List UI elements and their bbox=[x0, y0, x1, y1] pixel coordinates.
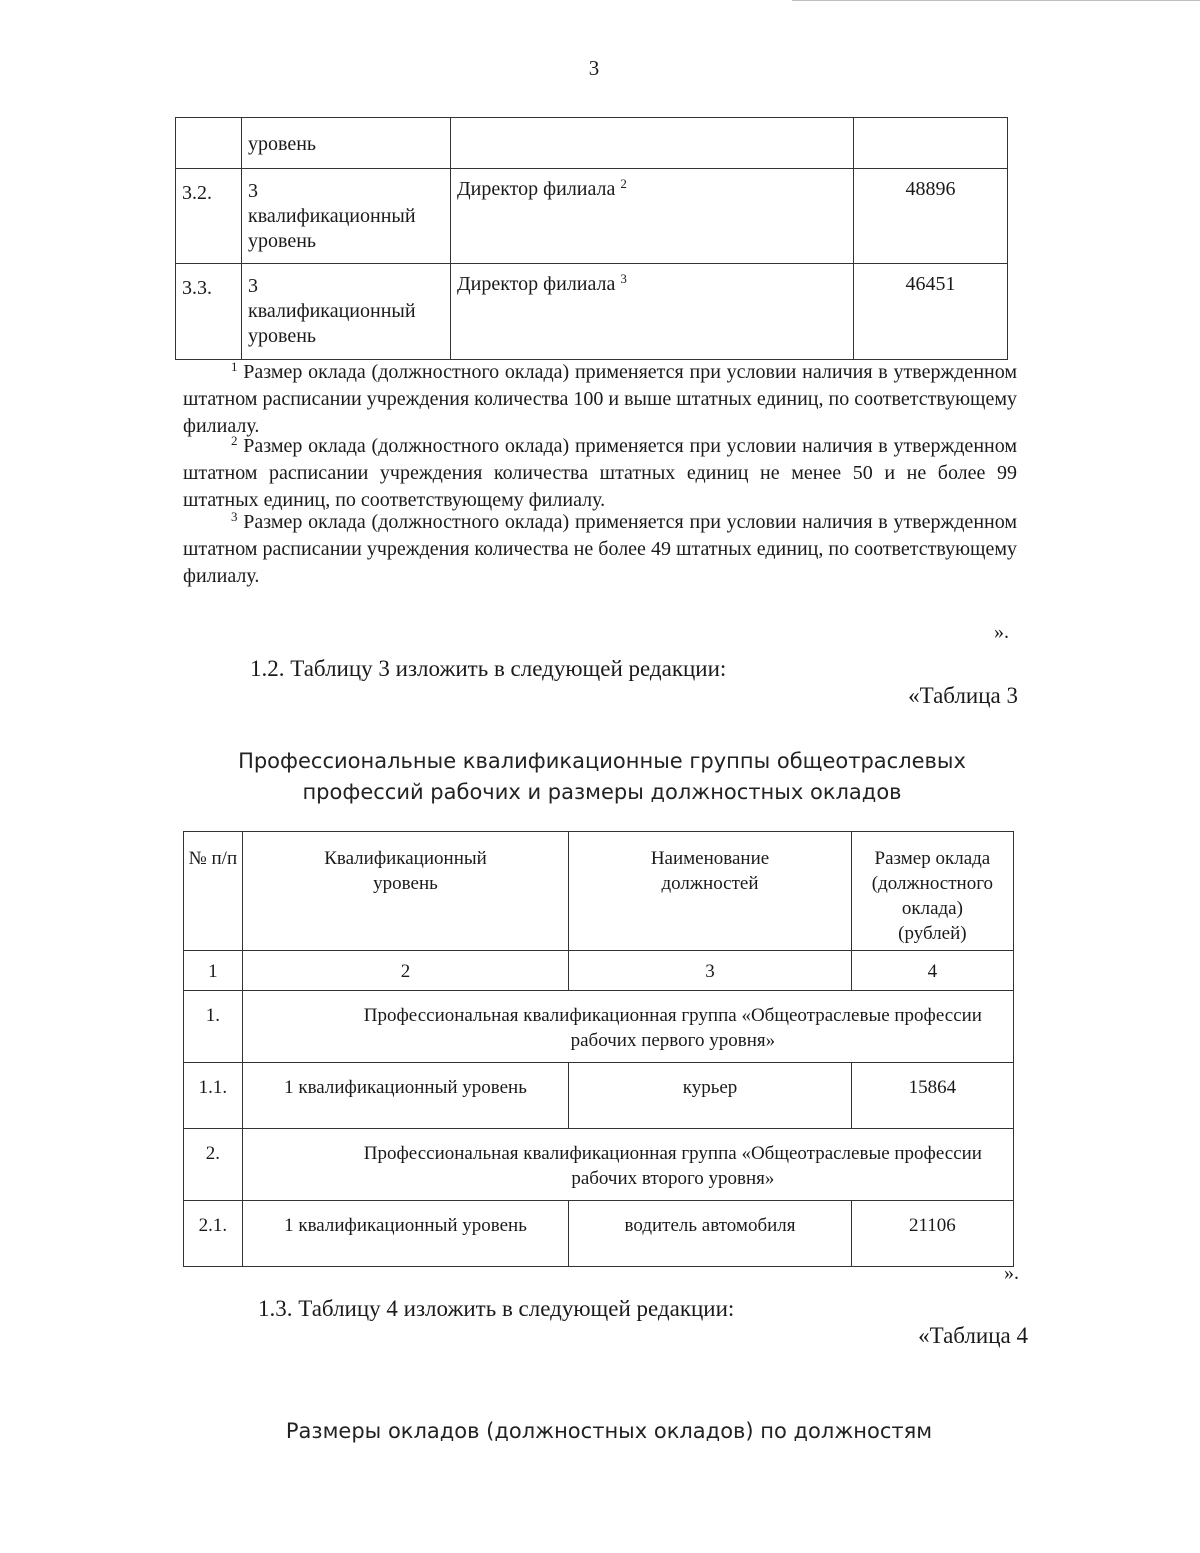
position-name bbox=[451, 169, 854, 264]
column-index-row bbox=[184, 951, 1014, 991]
salary-value: 21106 bbox=[851, 1201, 1013, 1267]
qualification-level bbox=[242, 264, 451, 360]
group-title: Профессиональная квалификационная группа «Общеотраслевые профессии рабочих второго уровня» bbox=[242, 1129, 1013, 1201]
qualification-level: 1 квалификационный уровень bbox=[242, 1201, 569, 1267]
qualification-level bbox=[242, 169, 451, 264]
table-3 bbox=[183, 831, 1014, 1267]
closing-quote: ». bbox=[1004, 1262, 1019, 1284]
level-line: 3 bbox=[248, 275, 258, 297]
footnote-text: Размер оклада (должностного оклада) применяется при условии наличия в утвержденном штатном расписании учреждения количества не более 49 штатных единиц, по соответствующему филиалу. bbox=[183, 511, 1017, 587]
table-4-heading: Размеры окладов (должностных окладов) по должностям bbox=[285, 1419, 933, 1443]
position-text: Директор филиала bbox=[457, 178, 616, 200]
group-row bbox=[184, 1129, 1014, 1201]
position-name bbox=[451, 264, 854, 360]
column-index: 4 bbox=[851, 951, 1013, 991]
group-number: 1. bbox=[184, 991, 243, 1063]
footnote-mark: 2 bbox=[231, 433, 238, 448]
row-number: 2.1. bbox=[184, 1201, 243, 1267]
footnote-mark: 2 bbox=[620, 176, 627, 191]
top-edge-rule bbox=[792, 0, 1200, 1]
level-line: квалификационный bbox=[248, 300, 416, 322]
footnote-mark: 1 bbox=[231, 359, 238, 374]
level-line: уровень bbox=[248, 230, 317, 252]
table-row bbox=[176, 264, 1008, 360]
column-index: 2 bbox=[242, 951, 569, 991]
row-number: 1.1. bbox=[184, 1063, 243, 1129]
footnote-3 bbox=[183, 509, 1017, 590]
footnote-1 bbox=[183, 359, 1017, 440]
salary-value bbox=[854, 118, 1008, 169]
salary-value: 46451 bbox=[854, 264, 1008, 360]
group-number: 2. bbox=[184, 1129, 243, 1201]
table-4-label: «Таблица 4 bbox=[918, 1323, 1028, 1348]
column-header: № п/п bbox=[184, 832, 243, 951]
table-row bbox=[176, 118, 1008, 169]
instruction-1-3: 1.3. Таблицу 4 изложить в следующей редакции: bbox=[258, 1296, 735, 1321]
qualification-level bbox=[242, 118, 451, 169]
row-number: 3.3. bbox=[176, 264, 242, 360]
continuation-table bbox=[175, 117, 1008, 360]
column-header: Квалификационный уровень bbox=[242, 832, 569, 951]
group-row bbox=[184, 991, 1014, 1063]
column-index: 1 bbox=[184, 951, 243, 991]
group-title: Профессиональная квалификационная группа «Общеотраслевые профессии рабочих первого уровня» bbox=[242, 991, 1013, 1063]
table-row bbox=[176, 169, 1008, 264]
footnote-mark: 3 bbox=[231, 509, 238, 524]
qualification-level: 1 квалификационный уровень bbox=[242, 1063, 569, 1129]
level-line: уровень bbox=[248, 133, 317, 155]
position-name: курьер bbox=[569, 1063, 852, 1129]
level-line: 3 bbox=[248, 180, 258, 202]
instruction-1-2: 1.2. Таблицу 3 изложить в следующей редакции: bbox=[250, 656, 727, 681]
table-row bbox=[184, 1063, 1014, 1129]
position-name: водитель автомобиля bbox=[569, 1201, 852, 1267]
table-header-row bbox=[184, 832, 1014, 951]
column-header: Размер оклада (должностного оклада) (рублей) bbox=[851, 832, 1013, 951]
position-name bbox=[451, 118, 854, 169]
column-index: 3 bbox=[569, 951, 852, 991]
closing-quote: ». bbox=[994, 621, 1009, 643]
column-header: Наименование должностей bbox=[569, 832, 852, 951]
level-line: уровень bbox=[248, 325, 317, 347]
table-3-heading bbox=[0, 746, 1200, 808]
footnote-2 bbox=[183, 433, 1017, 514]
heading-line: профессий рабочих и размеры должностных окладов bbox=[302, 780, 902, 804]
table-3-label: «Таблица 3 bbox=[908, 683, 1018, 708]
footnote-text: Размер оклада (должностного оклада) применяется при условии наличия в утвержденном штатном расписании учреждения количества штатных единиц не менее 50 и не более 99 штатных единиц, по соответствующему филиалу. bbox=[183, 435, 1017, 511]
table-row bbox=[184, 1201, 1014, 1267]
position-text: Директор филиала bbox=[457, 273, 616, 295]
salary-value: 15864 bbox=[851, 1063, 1013, 1129]
row-number: 3.2. bbox=[176, 169, 242, 264]
footnote-text: Размер оклада (должностного оклада) применяется при условии наличия в утвержденном штатном расписании учреждения количества 100 и выше штатных единиц, по соответствующему филиалу. bbox=[183, 361, 1017, 437]
heading-line: Профессиональные квалификационные группы общеотраслевых bbox=[238, 749, 966, 773]
level-line: квалификационный bbox=[248, 205, 416, 227]
row-number bbox=[176, 118, 242, 169]
footnote-mark: 3 bbox=[620, 271, 627, 286]
page-number: 3 bbox=[588, 56, 600, 80]
salary-value: 48896 bbox=[854, 169, 1008, 264]
